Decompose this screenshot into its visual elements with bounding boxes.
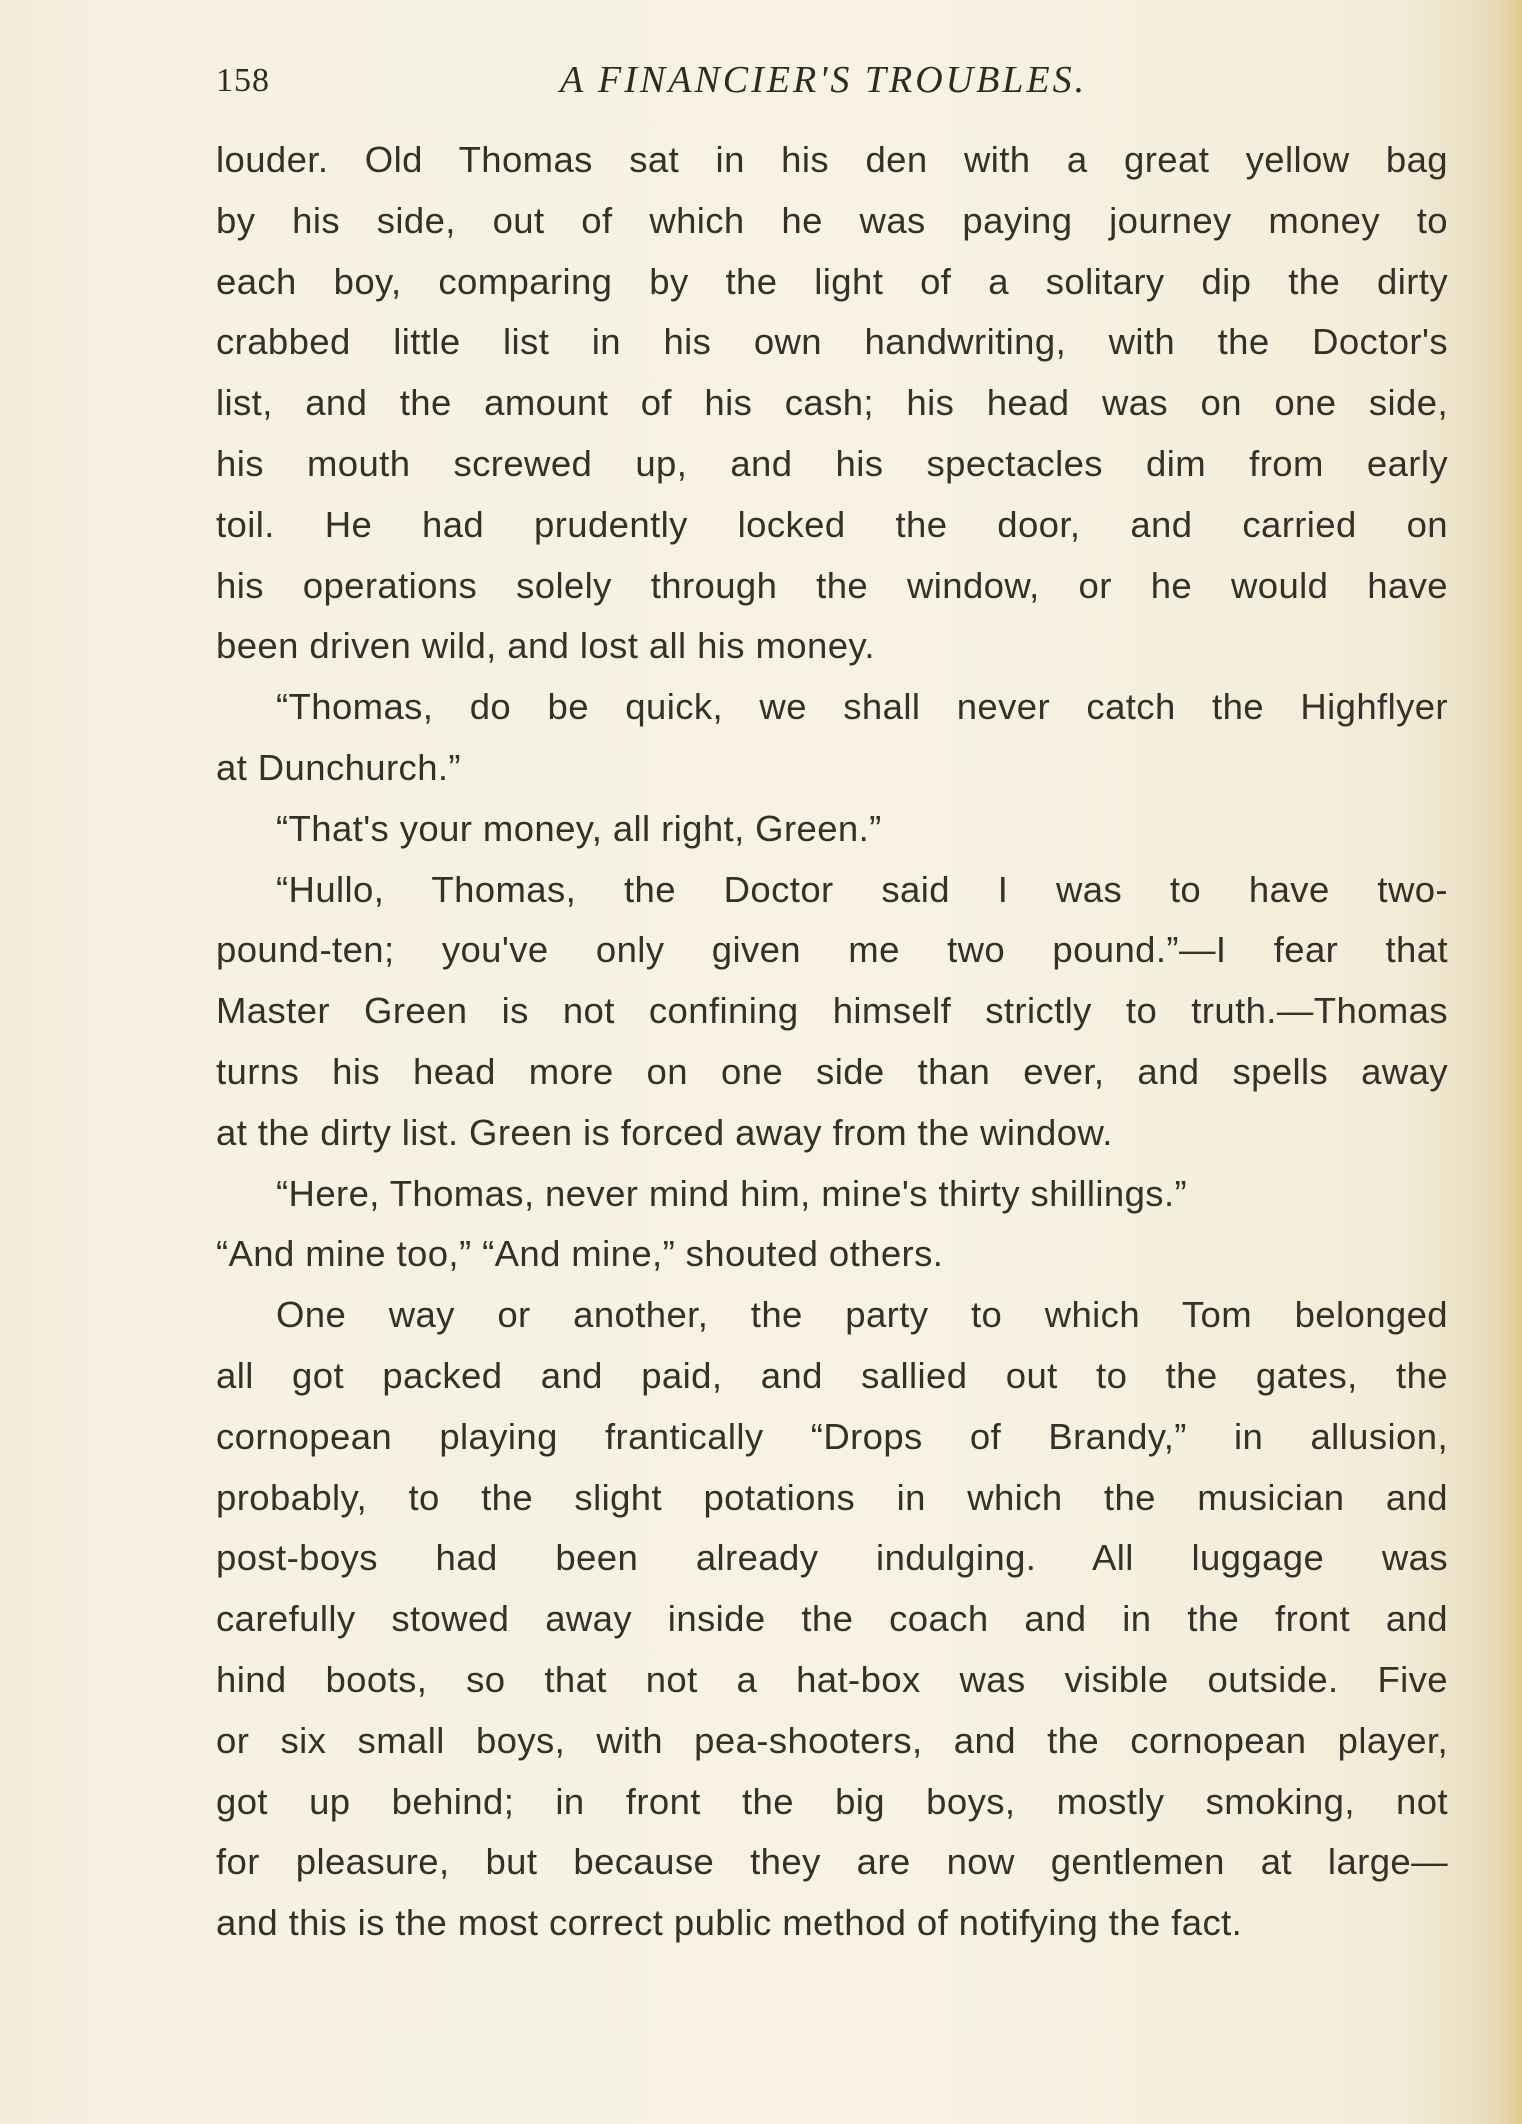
text-line: cornopean playing frantically “Drops of Brandy,” in allusion, (216, 1415, 1448, 1457)
text-line: crabbed little list in his own handwriting, with the Doctor's (216, 321, 1448, 363)
text-line: toil. He had prudently locked the door, and carried on (216, 503, 1448, 545)
text-line: carefully stowed away inside the coach and in the front and (216, 1598, 1448, 1640)
text-line: all got packed and paid, and sallied out to the gates, the (216, 1354, 1448, 1396)
text-line: probably, to the slight potations in which the musician and (216, 1476, 1448, 1518)
text-line: his operations solely through the window, or he would have (216, 564, 1448, 606)
text-line: “That's your money, all right, Green.” (276, 807, 882, 849)
text-line: been driven wild, and lost all his money. (216, 625, 875, 667)
text-line: louder. Old Thomas sat in his den with a great yellow bag (216, 139, 1448, 180)
text-line: post-boys had been already indulging. All luggage was (216, 1537, 1448, 1579)
text-line: “Thomas, do be quick, we shall never catch the Highflyer (276, 686, 1448, 728)
text-line: turns his head more on one side than ever, and spells away (216, 1050, 1448, 1092)
text-line: “Hullo, Thomas, the Doctor said I was to have two- (276, 868, 1448, 910)
text-line: got up behind; in front the big boys, mostly smoking, not (216, 1780, 1448, 1822)
text-line: Master Green is not confining himself strictly to truth.—Thomas (216, 990, 1448, 1032)
text-line: One way or another, the party to which Tom belonged (276, 1294, 1448, 1336)
page-number: 158 (216, 62, 270, 99)
text-line: pound-ten; you've only given me two pound.”—I fear that (216, 929, 1448, 971)
text-line: hind boots, so that not a hat-box was visible outside. Five (216, 1658, 1448, 1700)
text-line: list, and the amount of his cash; his head was on one side, (216, 382, 1448, 424)
text-line: for pleasure, but because they are now gentlemen at large— (216, 1841, 1448, 1883)
text-line: at Dunchurch.” (216, 746, 461, 788)
running-title: A FINANCIER'S TROUBLES. (560, 59, 1088, 101)
text-line: and this is the most correct public method of notifying the fact. (216, 1902, 1243, 1944)
text-line: each boy, comparing by the light of a solitary dip the dirty (216, 260, 1448, 302)
body-text (216, 130, 1448, 1954)
page-edge-shadow (1494, 0, 1522, 2124)
text-line: “Here, Thomas, never mind him, mine's thirty shillings.” (276, 1172, 1188, 1214)
text-line: or six small boys, with pea-shooters, and the cornopean player, (216, 1719, 1448, 1761)
page-header (0, 54, 1522, 114)
text-line: “And mine too,” “And mine,” shouted others. (216, 1233, 944, 1275)
text-line: by his side, out of which he was paying journey money to (216, 199, 1448, 241)
text-line: his mouth screwed up, and his spectacles dim from early (216, 442, 1448, 484)
text-line: at the dirty list. Green is forced away from the window. (216, 1111, 1113, 1153)
